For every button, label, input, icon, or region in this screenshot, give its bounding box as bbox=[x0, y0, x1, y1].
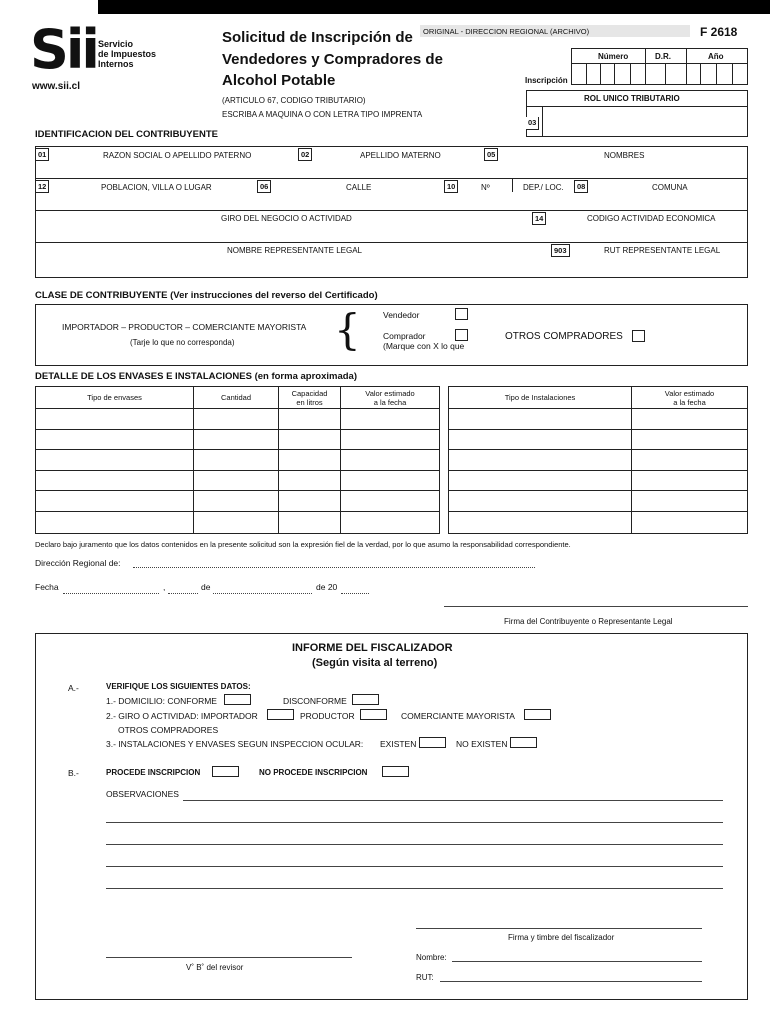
no-existen-checkbox[interactable] bbox=[510, 737, 537, 748]
otros-compradores-checkbox[interactable] bbox=[632, 330, 645, 342]
rut-fiscalizador-field[interactable] bbox=[440, 981, 702, 982]
comprador-checkbox[interactable] bbox=[455, 329, 468, 341]
disconforme-label: DISCONFORME bbox=[283, 696, 347, 706]
dep-loc-label: DEP./ LOC. bbox=[523, 183, 564, 192]
observaciones-line-3[interactable] bbox=[106, 844, 723, 845]
form-code: F 2618 bbox=[700, 25, 738, 39]
instalaciones-label: 3.- INSTALACIONES Y ENVASES SEGUN INSPECCION OCULAR: bbox=[106, 739, 364, 749]
vb-revisor-label: V˚ B˚ del revisor bbox=[186, 963, 244, 972]
form-title-line2: Vendedores y Compradores de bbox=[222, 51, 443, 68]
no-procede-inscripcion-checkbox[interactable] bbox=[382, 766, 409, 777]
brace-glyph: { bbox=[334, 305, 361, 354]
procede-inscripcion-checkbox[interactable] bbox=[212, 766, 239, 777]
firma-contribuyente-line[interactable] bbox=[444, 606, 748, 607]
comuna-field[interactable] bbox=[574, 194, 748, 210]
procede-inscripcion-label: PROCEDE INSCRIPCION bbox=[106, 768, 201, 777]
identificacion-title: IDENTIFICACION DEL CONTRIBUYENTE bbox=[35, 129, 218, 140]
observaciones-line-5[interactable] bbox=[106, 888, 723, 889]
poblacion-field[interactable] bbox=[35, 194, 257, 210]
website-text: www.sii.cl bbox=[32, 81, 80, 92]
domicilio-label: 1.- DOMICILIO: CONFORME bbox=[106, 696, 217, 706]
nombre-fiscalizador-field[interactable] bbox=[452, 961, 702, 962]
firma-fiscalizador-label: Firma y timbre del fiscalizador bbox=[508, 933, 615, 942]
calle-field[interactable] bbox=[257, 194, 444, 210]
top-black-bar bbox=[98, 0, 770, 14]
no-existen-label: NO EXISTEN bbox=[456, 739, 508, 749]
numero-label: Número bbox=[598, 52, 629, 61]
observaciones-line-1[interactable] bbox=[183, 800, 723, 801]
vb-revisor-line[interactable] bbox=[106, 957, 352, 958]
col-header-cantidad: Cantidad bbox=[194, 387, 279, 409]
giro-field[interactable] bbox=[35, 226, 532, 242]
fecha-label: Fecha bbox=[35, 582, 59, 592]
observaciones-line-4[interactable] bbox=[106, 866, 723, 867]
razon-social-field[interactable] bbox=[35, 162, 298, 178]
field-code-02: 02 bbox=[298, 148, 312, 161]
codigo-actividad-label: CODIGO ACTIVIDAD ECONOMICA bbox=[587, 214, 716, 223]
table-row bbox=[36, 491, 748, 512]
agency-name-line1: Servicio bbox=[98, 39, 134, 49]
importador-label: IMPORTADOR – PRODUCTOR – COMERCIANTE MAYORISTA bbox=[62, 322, 307, 332]
importador-checkbox[interactable] bbox=[267, 709, 294, 720]
rut-title: ROL UNICO TRIBUTARIO bbox=[584, 94, 680, 103]
giro-actividad-label: 2.- GIRO O ACTIVIDAD: IMPORTADOR bbox=[106, 711, 258, 721]
existen-checkbox[interactable] bbox=[419, 737, 446, 748]
tarje-label: (Tarje lo que no corresponda) bbox=[130, 338, 235, 347]
field-code-903: 903 bbox=[551, 244, 570, 257]
fecha-de20-label: de 20 bbox=[316, 582, 338, 592]
giro-label: GIRO DEL NEGOCIO O ACTIVIDAD bbox=[221, 214, 352, 223]
apellido-materno-field[interactable] bbox=[298, 162, 484, 178]
col-header-tipo-instalaciones: Tipo de Instalaciones bbox=[449, 387, 632, 409]
domicilio-conforme-checkbox[interactable] bbox=[224, 694, 251, 705]
article-text: (ARTICULO 67, CODIGO TRIBUTARIO) bbox=[222, 96, 366, 105]
copy-label: ORIGINAL - DIRECCION REGIONAL (ARCHIVO) bbox=[423, 27, 590, 36]
detalle-title: DETALLE DE LOS ENVASES E INSTALACIONES (en forma aproximada) bbox=[35, 371, 357, 382]
no-procede-inscripcion-label: NO PROCEDE INSCRIPCION bbox=[259, 768, 368, 777]
col-header-capacidad: Capacidad en litros bbox=[279, 387, 341, 409]
fecha-ano-field[interactable] bbox=[341, 593, 369, 594]
rut-fiscalizador-label: RUT: bbox=[416, 973, 434, 982]
clase-title: CLASE DE CONTRIBUYENTE (Ver instrucciones del reverso del Certificado) bbox=[35, 290, 378, 301]
nombre-label: Nombre: bbox=[416, 953, 447, 962]
nombres-field[interactable] bbox=[484, 162, 748, 178]
comerciante-mayorista-checkbox[interactable] bbox=[524, 709, 551, 720]
comuna-label: COMUNA bbox=[652, 183, 688, 192]
col-header-tipo-envases: Tipo de envases bbox=[36, 387, 194, 409]
section-a-label: A.- bbox=[68, 683, 79, 693]
field-code-10: 10 bbox=[444, 180, 458, 193]
comerciante-mayorista-label: COMERCIANTE MAYORISTA bbox=[401, 711, 515, 721]
agency-name-line3: Internos bbox=[98, 59, 134, 69]
col-header-valor-estimado: Valor estimado a la fecha bbox=[341, 387, 440, 409]
disconforme-checkbox[interactable] bbox=[352, 694, 379, 705]
verifique-label: VERIFIQUE LOS SIGUIENTES DATOS: bbox=[106, 682, 251, 691]
observaciones-label: OBSERVACIONES bbox=[106, 789, 179, 799]
field-code-05: 05 bbox=[484, 148, 498, 161]
otros-compradores-label: OTROS COMPRADORES bbox=[505, 331, 623, 342]
informe-otros-compradores-label: OTROS COMPRADORES bbox=[118, 725, 219, 735]
observaciones-line-2[interactable] bbox=[106, 822, 723, 823]
nombre-representante-field[interactable] bbox=[35, 258, 551, 278]
fecha-dia-field[interactable] bbox=[63, 593, 159, 594]
instructions-text: ESCRIBA A MAQUINA O CON LETRA TIPO IMPRENTA bbox=[222, 110, 423, 119]
productor-label: PRODUCTOR bbox=[300, 711, 355, 721]
fecha-de-label: de bbox=[201, 582, 211, 592]
firma-fiscalizador-line[interactable] bbox=[416, 928, 702, 929]
ano-label: Año bbox=[708, 52, 724, 61]
form-title-line3: Alcohol Potable bbox=[222, 72, 336, 89]
informe-subtitle: (Según visita al terreno) bbox=[312, 657, 438, 669]
informe-title: INFORME DEL FISCALIZADOR bbox=[292, 642, 453, 654]
codigo-actividad-field[interactable] bbox=[532, 226, 748, 242]
form-title-line1: Solicitud de Inscripción de bbox=[222, 29, 413, 46]
table-row bbox=[36, 429, 748, 450]
nombres-label: NOMBRES bbox=[604, 151, 645, 160]
table-row bbox=[36, 470, 748, 491]
numero-field[interactable] bbox=[444, 194, 574, 210]
dr-label: D.R. bbox=[655, 52, 671, 61]
fecha-mes-a-field[interactable] bbox=[168, 593, 198, 594]
declaracion-text: Declaro bajo juramento que los datos contenidos en la presente solicitud son la expresión fiel de la verdad, por lo que asumo la responsabilidad correspondiente. bbox=[35, 540, 571, 549]
direccion-regional-field[interactable] bbox=[133, 567, 535, 568]
nombre-representante-label: NOMBRE REPRESENTANTE LEGAL bbox=[227, 246, 362, 255]
field-code-12: 12 bbox=[35, 180, 49, 193]
col-header-valor-estimado-b: Valor estimado a la fecha bbox=[632, 387, 748, 409]
vendedor-checkbox[interactable] bbox=[455, 308, 468, 320]
vendedor-label: Vendedor bbox=[383, 310, 420, 320]
productor-checkbox[interactable] bbox=[360, 709, 387, 720]
numero-calle-label: Nº bbox=[481, 183, 490, 192]
section-b-label: B.- bbox=[68, 768, 79, 778]
rut-representante-field[interactable] bbox=[551, 258, 748, 278]
table-row bbox=[36, 511, 748, 533]
razon-social-label: RAZON SOCIAL O APELLIDO PATERNO bbox=[103, 151, 252, 160]
agency-name-line2: de Impuestos bbox=[98, 49, 157, 59]
field-code-08: 08 bbox=[574, 180, 588, 193]
poblacion-label: POBLACION, VILLA O LUGAR bbox=[101, 183, 212, 192]
rut-representante-label: RUT REPRESENTANTE LEGAL bbox=[604, 246, 721, 255]
fecha-comma: , bbox=[163, 582, 166, 592]
calle-label: CALLE bbox=[346, 183, 372, 192]
sii-logo: Sii bbox=[30, 18, 97, 81]
direccion-regional-label: Dirección Regional de: bbox=[35, 558, 121, 568]
inscripcion-label: Inscripción bbox=[525, 76, 568, 85]
field-code-06: 06 bbox=[257, 180, 271, 193]
field-code-01: 01 bbox=[35, 148, 49, 161]
existen-label: EXISTEN bbox=[380, 739, 417, 749]
rut-code: 03 bbox=[526, 117, 539, 130]
table-row bbox=[36, 409, 748, 430]
fecha-mes-field[interactable] bbox=[213, 593, 312, 594]
comprador-label: Comprador bbox=[383, 331, 426, 341]
marque-label: (Marque con X lo que bbox=[383, 341, 465, 351]
envases-table bbox=[35, 386, 748, 534]
table-row bbox=[36, 450, 748, 471]
col-header-spacer bbox=[440, 387, 449, 409]
field-code-14: 14 bbox=[532, 212, 546, 225]
apellido-materno-label: APELLIDO MATERNO bbox=[360, 151, 441, 160]
firma-contribuyente-label: Firma del Contribuyente o Representante Legal bbox=[504, 617, 673, 626]
